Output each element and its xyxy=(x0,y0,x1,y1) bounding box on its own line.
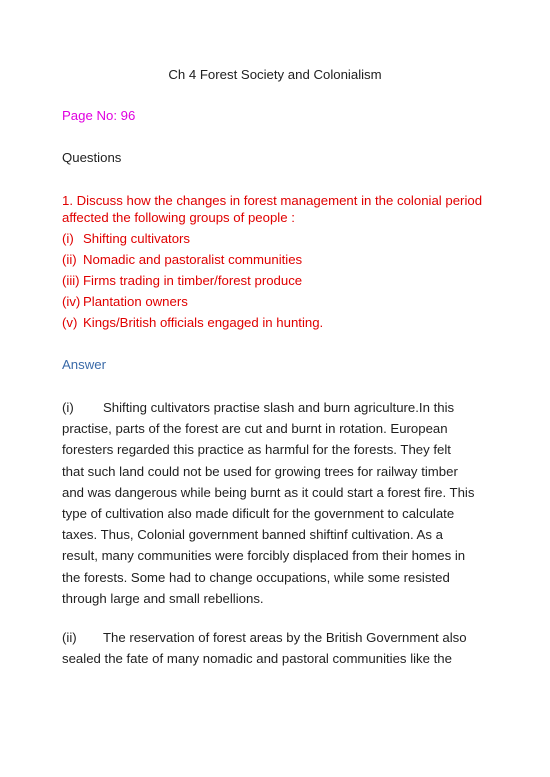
answer-ii-line-1: (ii) The reservation of forest areas by the British Government also xyxy=(62,627,492,648)
question-item-text: Kings/British officials engaged in hunting. xyxy=(83,315,324,330)
page-number: Page No: 96 xyxy=(62,108,136,123)
question-item-number: (ii) xyxy=(62,252,77,267)
answer-i-line: the forests. Some had to change occupations, while some resisted xyxy=(62,569,450,585)
question-1-line-2: affected the following groups of people : xyxy=(62,210,295,225)
question-item-text: Firms trading in timber/forest produce xyxy=(83,273,303,288)
question-item xyxy=(62,315,323,330)
question-item-number: (v) xyxy=(62,315,78,330)
answer-ii-paragraph xyxy=(62,627,492,669)
answer-i-line: type of cultivation also made dificult for the government to calculate xyxy=(62,506,455,522)
answer-i-line: taxes. Thus, Colonial government banned shiftinf cultivation. As a xyxy=(62,527,443,543)
answer-ii-number: (ii) xyxy=(62,630,77,645)
answer-i-line: and was dangerous while being burnt as it could start a forest fire. This xyxy=(62,484,475,500)
answer-i-paragraph xyxy=(62,397,492,609)
question-item-text: Plantation owners xyxy=(83,294,188,309)
question-item xyxy=(62,252,302,267)
questions-heading: Questions xyxy=(62,150,122,165)
question-item-text: Shifting cultivators xyxy=(83,231,191,246)
answer-i-line: foresters regarded this practice as harmful for the forests. They felt xyxy=(62,442,451,458)
answer-i-line: practise, parts of the forest are cut and burnt in rotation. European xyxy=(62,421,448,437)
question-item-number: (iii) xyxy=(62,273,80,288)
answer-i-line-1: (i) Shifting cultivators practise slash and burn agriculture.In this xyxy=(62,397,492,418)
question-item-number: (i) xyxy=(62,231,74,246)
answer-i-line: that such land could not be used for growing trees for railway timber xyxy=(62,463,458,479)
page-title: Ch 4 Forest Society and Colonialism xyxy=(168,67,382,82)
answer-i-number: (i) xyxy=(62,400,74,415)
question-item xyxy=(62,273,302,288)
answer-i-line: result, many communities were forcibly displaced from their homes in xyxy=(62,548,466,564)
answer-ii-line: sealed the fate of many nomadic and pastoral communities like the xyxy=(62,651,452,667)
question-item xyxy=(62,231,190,246)
answer-heading: Answer xyxy=(62,357,106,372)
question-item-text: Nomadic and pastoralist communities xyxy=(83,252,303,267)
question-item xyxy=(62,294,188,309)
question-item-number: (iv) xyxy=(62,294,81,309)
answer-i-line: through large and small rebellions. xyxy=(62,590,264,606)
question-1-line-1: 1. Discuss how the changes in forest management in the colonial period xyxy=(62,193,483,208)
